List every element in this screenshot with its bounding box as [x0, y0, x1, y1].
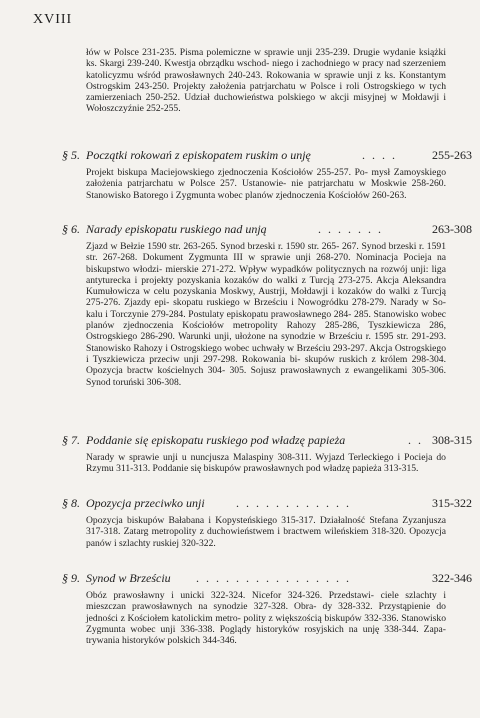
text-line: ciele szlachty i mieszczan prawosławnych na synodzie 327-328. Obra-: [86, 590, 446, 613]
text-line: liga antyturecka i projekty pozyskania kozaków do walki z Turcją: [86, 263, 446, 286]
text-line: polskiego w akcji misyjnej w Mołdawji i Wołoszczyźnie 252-255.: [86, 92, 446, 115]
section-summary: [86, 590, 446, 646]
text-line: skupów ruskich z królem 298-304. Opozycja bractw kościelnych 304-: [86, 353, 447, 377]
section-page-range: 263-308: [432, 222, 472, 236]
text-line: 305. Sojusz prawosławnych z ewangelikami 305-306. Synod toruński: [86, 365, 447, 388]
text-line: niego i zachodniego w pracy nad szerzeniem katolicyzmu wśród: [86, 58, 447, 81]
section-6: [62, 222, 472, 388]
text-line: 320-322.: [181, 537, 216, 549]
section-title: Synod w Brześciu: [86, 571, 171, 585]
section-summary: [86, 515, 446, 549]
text-line: 306-308.: [146, 376, 182, 388]
section-heading: [62, 571, 472, 586]
text-line: Ostrogskim 243-250. Projekty założenia patrjarchatu w Polsce i roli: [86, 80, 360, 92]
text-line: polity z większością biskupów 332-336. Stanowisko Zygmunta wobec: [86, 612, 447, 635]
text-line: Opozycja biskupów Bałabana i Kopysteńskiego 315-317. Działalność: [86, 515, 366, 526]
text-line: prawosławnych pod władzę papieża 313-315.: [243, 463, 419, 475]
text-line: nie patrjarchatu w Moskwie 258-260. Stanowisko Batorego i Zygmunta: [86, 178, 446, 201]
section-title: Narady episkopatu ruskiego nad unją: [86, 222, 267, 236]
section-7: [62, 433, 472, 475]
text-line: unji, ułożone na synodzie w Brześciu r. 1595 str. 291-293. Stanowisko: [86, 331, 446, 354]
section-number: § 5.: [62, 148, 80, 162]
text-line: wobec planów zjednoczenia Kościołów 260-263.: [217, 189, 407, 201]
text-line: mysł Zamoyskiego założenia patrjarchatu w Polsce 257. Ustanowie-: [86, 167, 446, 190]
text-line: Projekt biskupa Maciejowskiego zjednoczenia Kościołów 255-257. Po-: [86, 167, 368, 178]
text-line: trywania historyków polskich 344-346.: [86, 635, 237, 647]
section-page-range: 255-263: [432, 148, 472, 162]
section-8: [62, 496, 472, 549]
text-line: 285. Stanowisko wobec planów zjednoczenia Kościołów metropolity: [86, 308, 446, 332]
leader-dots: . . . . . . . . . . . . . . . .: [196, 571, 351, 585]
text-line: Zjazd w Bełzie 1590 str. 263-265. Synod brzeski r. 1590 str. 265-: [86, 241, 340, 252]
text-line: 267. Synod brzeski r. 1591 str. 267-268. Dokument Zygmunta III: [86, 241, 446, 264]
section-heading: [62, 148, 472, 163]
text-line: Ostrogskiego w tych zamierzeniach 250-252. Udział duchowieństwa: [86, 80, 446, 104]
section-heading: [62, 496, 472, 511]
text-line: Austrji, Mołdawji i kozaków do walki z Turcją 275-276. Zjazdy epi-: [86, 286, 446, 309]
intro-text: [86, 47, 446, 115]
text-line: Obóz prawosławny i unicki 322-324. Nicefor 324-326. Przedstawi-: [86, 590, 375, 601]
text-line: unji 336-338. Poglądy historyków rosyjskich na unję 338-344. Zapa-: [160, 623, 446, 635]
section-summary: [86, 241, 446, 388]
section-title: Poddanie się episkopatu ruskiego pod władzę papieża: [86, 433, 346, 447]
page-folio: XVIII: [33, 12, 73, 27]
text-line: Rahozy i Ostrogskiego wobec uchwały w Brześciu 293-297. Akcja: [133, 342, 393, 354]
text-line: dy 328-332. Przystąpienie do jedności z Kościołem katolickim metro-: [86, 601, 446, 624]
section-9: [62, 571, 472, 647]
section-number: § 8.: [62, 496, 80, 510]
section-heading: [62, 433, 472, 448]
section-page-range: 308-315: [432, 433, 472, 447]
text-line: w sprawie unji 268-270. Nominacja Pocieja na biskupstwo włodzi-: [86, 252, 447, 275]
text-line: Rahozy 285-286, Tyszkiewicza 286, Ostrogskiego 286-290. Warunki: [86, 320, 446, 343]
leader-dots: . .: [408, 433, 423, 447]
intro-paragraph: [86, 47, 472, 115]
text-line: mierskie 271-272. Wpływ wypadków politycznych na rozwój unji:: [165, 263, 429, 275]
section-page-range: 315-322: [432, 496, 472, 510]
leader-dots: . . . . . . . . . . . .: [236, 496, 351, 510]
text-line: i bractwem wileńskiem 318-320. Opozycja panów i szlachty ruskiej: [86, 526, 446, 549]
text-line: skopatu ruskiego w Brześciu i Nowogródku 278-279. Narady w So-: [173, 297, 446, 309]
text-line: kalu i Torczynie 279-284. Postulaty episkopatu prawosławnego 284-: [86, 308, 352, 320]
text-line: łów w Polsce 231-235. Pisma polemiczne w sprawie unji 235-239.: [86, 47, 350, 58]
leader-dots: . . . .: [362, 148, 397, 162]
text-line: Stefana Zyzanjusza 317-318. Zatarg metropolity z duchowieństwem: [86, 515, 446, 538]
section-heading: [62, 222, 472, 237]
section-summary: [86, 167, 446, 201]
text-line: prawosławnych 240-243. Rokowania w sprawie unji z ks. Konstantym: [164, 69, 446, 81]
text-line: Ostrogskiego i Tyszkiewicza przeciw unji 297-298. Rokowania bi-: [86, 342, 447, 365]
section-title: Opozycja przeciwko unji: [86, 496, 205, 510]
text-line: 273-275. Akcja Aleksandra Kumułowicza w celu pozyskania Moskwy,: [86, 274, 446, 298]
section-page-range: 322-346: [432, 571, 472, 585]
section-number: § 7.: [62, 433, 80, 447]
text-line: Drugie wydanie książki ks. Skargi 239-240. Kwestja obrządku wschod-: [86, 47, 446, 70]
section-number: § 6.: [62, 222, 80, 236]
section-number: § 9.: [62, 571, 80, 585]
section-title: Początki rokowań z episkopatem ruskim o unję: [86, 148, 311, 162]
leader-dots: . . . . . . .: [318, 222, 383, 236]
text-line: Terleckiego i Pocieja do Rzymu 311-313. Poddanie się biskupów: [86, 452, 446, 475]
section-summary: [86, 452, 446, 475]
text-line: Narady w sprawie unji u nuncjusza Malaspiny 308-311. Wyjazd: [86, 452, 345, 463]
section-5: [62, 148, 472, 201]
